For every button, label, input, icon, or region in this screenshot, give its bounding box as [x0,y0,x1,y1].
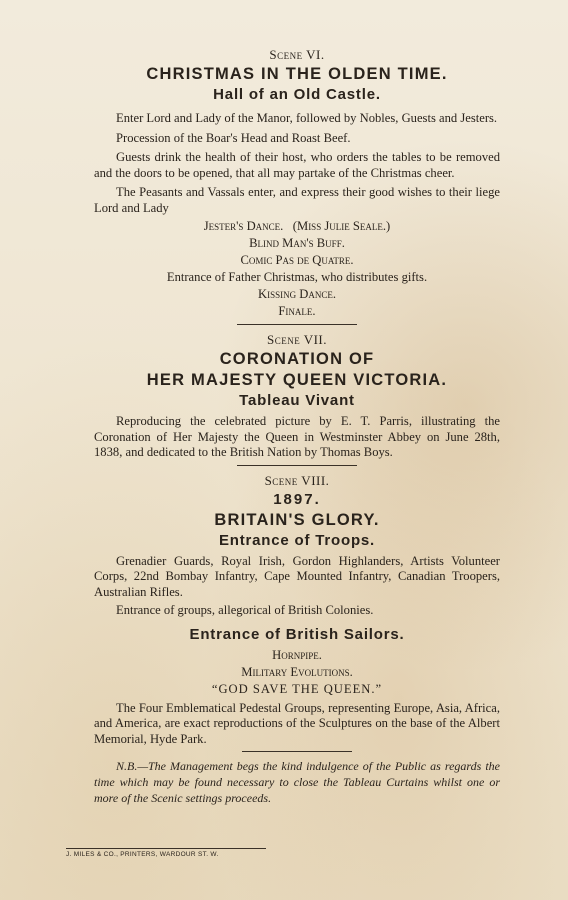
scene-7-para: Reproducing the celebrated picture by E. T. Parris, illustrating the Coronation of Her Majesty the Queen in Westminster Abbey on June 28th, 1838, and dedicated to the British Nation by Thomas Boys. [94,414,500,459]
scene-6-item-father-christmas: Entrance of Father Christmas, who distributes gifts. [166,270,428,284]
scene-6-item-kissing-dance: Kissing Dance. [258,287,336,301]
scene-8-para-troops: Grenadier Guards, Royal Irish, Gordon Highlanders, Artists Volunteer Corps, 22nd Bombay Infantry, Cape Mounted Infantry, Canadian Troopers, Australian Rifles. [94,553,500,599]
scene-8-anthem: “GOD SAVE THE QUEEN.” [211,681,383,696]
scene-8-para-colonies: Entrance of groups, allegorical of British Colonies. [116,603,374,617]
scene-6-para-4: The Peasants and Vassals enter, and express their good wishes to their liege Lord and Lady [94,185,500,215]
scene-6-para-1: Enter Lord and Lady of the Manor, followed by Nobles, Guests and Jesters. [116,111,498,125]
scene-8-year: 1897. [273,490,321,508]
divider [242,751,352,752]
scene-7-title-line-2: HER MAJESTY QUEEN VICTORIA. [146,371,448,389]
jesters-dance-note: (Miss Julie Seale.) [292,219,391,233]
scene-6-item-finale: Finale. [278,304,316,318]
scene-6-para-3: Guests drink the health of their host, who orders the tables to be removed and the doors to be opened, that all may partake of the Christmas cheer. [94,150,500,180]
scene-8-subtitle-troops: Entrance of Troops. [218,531,376,549]
scene-8-item-military-evolutions: Military Evolutions. [241,664,353,679]
scene-8-para-pedestal-groups: The Four Emblematical Pedestal Groups, representing Europe, Asia, Africa, and America, are exact reproductions of the Sculptures on the base of the Albert Memorial, Hyde Park. [94,700,500,746]
scene-8-subtitle-sailors: Entrance of British Sailors. [189,625,405,643]
scene-6-subtitle: Hall of an Old Castle. [213,86,381,103]
scene-6-para-2: Procession of the Boar's Head and Roast Beef. [116,130,351,145]
management-note: N.B.—The Management begs the kind indulgence of the Public as regards the time which may be found necessary to close the Tableau Curtains whilst one or more of the Scenic settings proceeds. [94,759,500,805]
printer-imprint: J. MILES & CO., PRINTERS, WARDOUR ST. W. [66,848,266,858]
jesters-dance-label: Jester's Dance. [203,219,284,233]
scene-6-item-pas-de-quatre: Comic Pas de Quatre. [240,253,354,267]
scene-7-title-line-1: CORONATION OF [219,350,375,368]
scene-7-subtitle: Tableau Vivant [239,392,355,409]
divider [237,324,357,325]
scene-8-heading: Scene VIII. [264,472,330,488]
divider [237,465,357,466]
scene-6-item-blind-mans-buff: Blind Man's Buff. [249,236,345,250]
scene-6-heading: Scene VI. [269,47,325,62]
scene-8-title: BRITAIN'S GLORY. [214,510,380,529]
scene-7-heading: Scene VII. [266,332,328,347]
scene-6-title: CHRISTMAS IN THE OLDEN TIME. [146,65,448,83]
scene-8-item-hornpipe: Hornpipe. [272,647,322,662]
scene-6-item-jesters-dance [94,218,500,235]
